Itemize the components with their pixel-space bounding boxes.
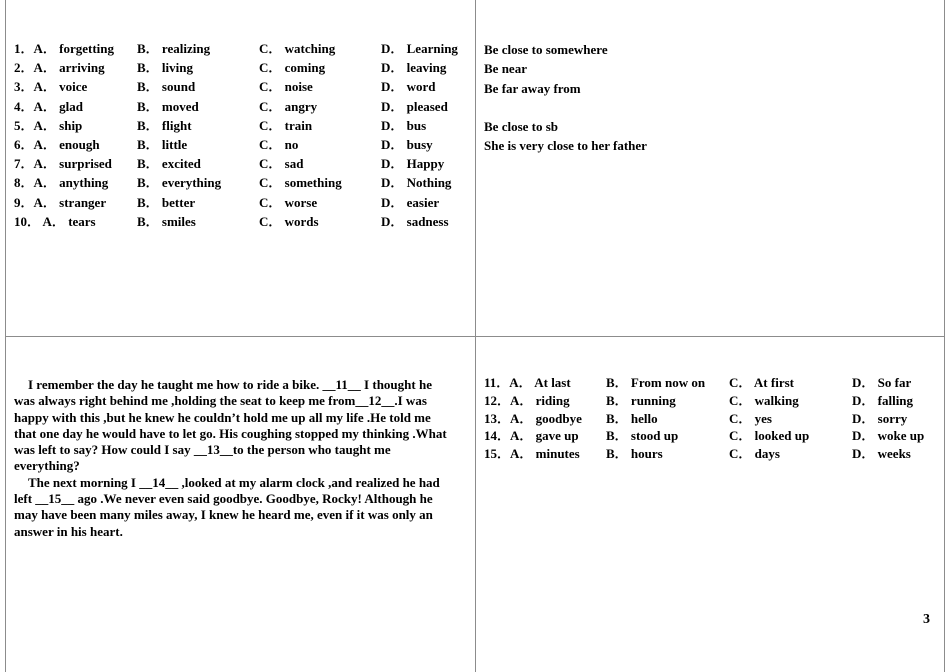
option-text: leaving	[403, 60, 447, 76]
option-b	[137, 173, 259, 192]
question-row	[14, 77, 471, 96]
option-letter: B．	[137, 156, 159, 172]
option-b	[606, 410, 729, 428]
option-a	[14, 97, 137, 116]
option-text: pleased	[403, 98, 448, 114]
option-letter: D．	[852, 392, 875, 408]
option-letter: A．	[33, 156, 56, 172]
option-d	[852, 427, 942, 445]
option-a	[484, 410, 606, 428]
option-letter: D．	[381, 156, 404, 172]
option-d	[381, 97, 471, 116]
option-text: running	[627, 392, 676, 408]
question-row	[14, 39, 471, 58]
option-text: arriving	[55, 60, 105, 76]
option-letter: D．	[852, 446, 875, 462]
option-letter: B．	[137, 98, 159, 114]
option-text: word	[403, 79, 436, 95]
option-letter: D．	[381, 194, 404, 210]
panel-notes	[475, 0, 945, 337]
option-text: glad	[55, 98, 83, 114]
question-number: 10．	[14, 213, 41, 229]
option-d	[852, 445, 942, 463]
option-text: busy	[403, 137, 433, 153]
option-a	[14, 173, 137, 192]
question-row	[484, 410, 942, 428]
option-text: coming	[281, 60, 326, 76]
option-text: looked up	[751, 428, 810, 444]
option-letter: C．	[259, 117, 282, 133]
question-number: 6．	[14, 137, 34, 153]
option-b	[606, 392, 729, 410]
option-b	[606, 445, 729, 463]
option-letter: A．	[40, 213, 65, 229]
question-number: 8．	[14, 175, 34, 191]
option-text: easier	[403, 194, 440, 210]
option-text: something	[281, 175, 342, 191]
option-letter: A．	[33, 137, 56, 153]
option-text: worse	[281, 194, 318, 210]
question-number: 11．	[484, 375, 510, 390]
question-number: 3．	[14, 79, 34, 95]
passage-text	[14, 377, 449, 540]
note-line	[484, 98, 647, 117]
option-text: ship	[55, 117, 83, 133]
note-line: Be far away from	[484, 80, 581, 96]
option-letter: D．	[381, 213, 404, 229]
option-d	[381, 173, 471, 192]
question-row	[14, 212, 471, 231]
option-letter: A．	[33, 194, 56, 210]
question-row	[14, 58, 471, 77]
question-number: 9．	[14, 194, 34, 210]
option-letter: C．	[259, 98, 282, 114]
option-b	[137, 116, 259, 135]
option-letter: C．	[729, 392, 752, 408]
option-d	[852, 392, 942, 410]
question-table-bottom	[484, 374, 942, 463]
option-d	[852, 410, 942, 428]
option-c	[259, 39, 381, 58]
question-number: 13．	[484, 410, 511, 426]
option-text: stranger	[55, 194, 107, 210]
option-b	[137, 58, 259, 77]
option-b	[137, 77, 259, 96]
page-number: 3	[923, 612, 930, 627]
option-text: everything	[158, 175, 222, 191]
option-text: sound	[158, 79, 196, 95]
option-a	[14, 193, 137, 212]
option-letter: C．	[259, 156, 282, 172]
option-letter: B．	[137, 117, 159, 133]
option-text: hello	[627, 410, 658, 426]
option-text: train	[281, 117, 313, 133]
option-text: sad	[281, 156, 304, 172]
note-line: She is very close to her father	[484, 138, 647, 154]
option-letter: A．	[33, 60, 56, 76]
question-number: 2．	[14, 60, 34, 76]
option-text: tears	[64, 213, 96, 229]
option-text: Happy	[403, 156, 445, 172]
option-letter: B．	[137, 41, 159, 56]
option-text: sadness	[403, 213, 449, 229]
option-text: minutes	[532, 446, 580, 462]
option-text: excited	[158, 156, 201, 172]
option-letter: B．	[137, 213, 159, 229]
option-letter: A．	[33, 41, 56, 56]
question-row	[484, 392, 942, 410]
option-b	[137, 39, 259, 58]
option-letter: D．	[381, 41, 404, 56]
question-number: 1．	[14, 41, 34, 56]
option-text: riding	[532, 392, 570, 408]
option-a	[484, 427, 606, 445]
option-a	[14, 77, 137, 96]
option-letter: A．	[510, 428, 533, 444]
option-text: words	[281, 213, 319, 229]
question-number: 4．	[14, 98, 34, 114]
option-letter: C．	[259, 79, 282, 95]
option-letter: D．	[852, 375, 875, 390]
question-row	[484, 445, 942, 463]
panel-questions-1-10	[5, 0, 476, 337]
option-letter: C．	[259, 60, 282, 76]
option-c	[729, 410, 852, 428]
question-number: 12．	[484, 392, 511, 408]
question-row	[14, 135, 471, 154]
option-c	[729, 392, 852, 410]
option-a	[14, 58, 137, 77]
question-row	[14, 193, 471, 212]
question-number: 14．	[484, 428, 511, 444]
option-letter: B．	[137, 194, 159, 210]
option-text: At first	[751, 375, 794, 390]
option-letter: A．	[510, 392, 533, 408]
option-letter: C．	[729, 446, 752, 462]
question-number: 15．	[484, 446, 511, 462]
question-row	[14, 154, 471, 173]
option-text: little	[158, 137, 188, 153]
option-text: hours	[627, 446, 663, 462]
option-text: weeks	[874, 446, 911, 462]
option-text: woke up	[874, 428, 925, 444]
option-letter: D．	[852, 410, 875, 426]
question-number: 5．	[14, 117, 34, 133]
option-text: yes	[751, 410, 772, 426]
question-row	[484, 427, 942, 445]
option-a	[14, 39, 137, 58]
option-letter: C．	[729, 375, 752, 390]
question-row	[14, 97, 471, 116]
option-letter: B．	[606, 392, 628, 408]
option-text: realizing	[158, 41, 211, 56]
option-text: stood up	[627, 428, 679, 444]
option-text: Learning	[403, 41, 458, 56]
option-letter: A．	[33, 98, 56, 114]
option-c	[259, 58, 381, 77]
option-text: gave up	[532, 428, 579, 444]
option-text: moved	[158, 98, 199, 114]
option-c	[259, 77, 381, 96]
option-text: At last	[531, 375, 571, 390]
option-d	[381, 212, 471, 231]
option-text: better	[158, 194, 196, 210]
passage-paragraph: I remember the day he taught me how to ride a bike. __11__ I thought he was always right behind me ,holding the seat to keep me from__12__.I was happy with this ,but he knew he couldn’t hold me up all my life .He told me that one day he would have to let go. His coughing stopped my thinking .What was left to say? How could I say __13__to the person who taught me everything?	[14, 377, 447, 474]
option-a	[484, 374, 606, 392]
option-a	[14, 116, 137, 135]
option-text: no	[281, 137, 299, 153]
option-d	[381, 116, 471, 135]
option-d	[381, 58, 471, 77]
option-letter: B．	[137, 175, 159, 191]
note-line: Be close to somewhere	[484, 42, 608, 57]
option-letter: B．	[606, 410, 628, 426]
option-c	[259, 193, 381, 212]
option-b	[137, 193, 259, 212]
option-text: sorry	[874, 410, 908, 426]
option-letter: B．	[137, 60, 159, 76]
option-c	[729, 374, 852, 392]
option-text: living	[158, 60, 193, 76]
option-letter: A．	[33, 117, 56, 133]
option-b	[137, 97, 259, 116]
option-letter: D．	[852, 428, 875, 444]
option-b	[137, 135, 259, 154]
question-row	[484, 374, 942, 392]
option-text: walking	[751, 392, 799, 408]
option-c	[729, 445, 852, 463]
option-b	[137, 212, 259, 231]
option-text: smiles	[158, 213, 196, 229]
option-a	[14, 154, 137, 173]
option-text: days	[751, 446, 780, 462]
panel-passage	[5, 336, 476, 672]
option-letter: D．	[381, 117, 404, 133]
option-letter: A．	[33, 79, 56, 95]
option-d	[381, 135, 471, 154]
option-text: anything	[55, 175, 109, 191]
option-text: surprised	[55, 156, 112, 172]
notes-list	[484, 40, 647, 156]
option-text: falling	[874, 392, 914, 408]
option-d	[381, 77, 471, 96]
panel-questions-11-15	[475, 336, 945, 672]
option-text: forgetting	[55, 41, 115, 56]
option-letter: B．	[606, 375, 628, 390]
option-text: noise	[281, 79, 313, 95]
note-line: Be near	[484, 61, 527, 77]
option-letter: C．	[259, 194, 282, 210]
option-b	[137, 154, 259, 173]
option-letter: C．	[259, 137, 282, 153]
option-text: enough	[55, 137, 100, 153]
option-text: goodbye	[532, 410, 582, 426]
option-letter: D．	[381, 79, 404, 95]
option-letter: C．	[259, 213, 282, 229]
option-c	[259, 116, 381, 135]
option-text: Nothing	[403, 175, 452, 191]
option-c	[259, 212, 381, 231]
option-letter: D．	[381, 60, 404, 76]
passage-paragraph: The next morning I __14__ ,looked at my alarm clock ,and realized he had left __15__ ago .We never even said goodbye. Goodbye, Rocky! Although he may have been many miles away, I knew he heard me, even if it was only an answer in his heart.	[14, 474, 440, 539]
option-text: From now on	[627, 375, 706, 390]
option-d	[852, 374, 942, 392]
option-d	[381, 39, 471, 58]
option-letter: B．	[606, 428, 628, 444]
question-row	[14, 173, 471, 192]
option-text: angry	[281, 98, 318, 114]
option-text: So far	[874, 375, 912, 390]
option-text: watching	[281, 41, 336, 56]
question-number: 7．	[14, 156, 34, 172]
option-d	[381, 193, 471, 212]
option-letter: A．	[509, 375, 532, 390]
option-text: bus	[403, 117, 427, 133]
option-c	[259, 135, 381, 154]
option-c	[259, 154, 381, 173]
option-c	[729, 427, 852, 445]
option-letter: B．	[137, 79, 159, 95]
option-letter: D．	[381, 137, 404, 153]
question-row	[14, 116, 471, 135]
option-letter: A．	[510, 446, 533, 462]
option-b	[606, 427, 729, 445]
option-a	[14, 212, 137, 231]
note-line: Be close to sb	[484, 119, 559, 135]
option-letter: C．	[259, 41, 282, 56]
option-a	[484, 392, 606, 410]
option-letter: B．	[606, 446, 628, 462]
option-text: flight	[158, 117, 192, 133]
option-c	[259, 97, 381, 116]
option-letter: A．	[33, 175, 56, 191]
option-letter: C．	[729, 428, 752, 444]
option-letter: A．	[510, 410, 533, 426]
option-a	[14, 135, 137, 154]
option-letter: C．	[259, 175, 282, 191]
option-c	[259, 173, 381, 192]
option-letter: C．	[729, 410, 752, 426]
option-a	[484, 445, 606, 463]
option-letter: D．	[381, 175, 404, 191]
question-table-top	[14, 39, 471, 231]
option-text: voice	[55, 79, 88, 95]
option-d	[381, 154, 471, 173]
option-letter: D．	[381, 98, 404, 114]
option-b	[606, 374, 729, 392]
option-letter: B．	[137, 137, 159, 153]
